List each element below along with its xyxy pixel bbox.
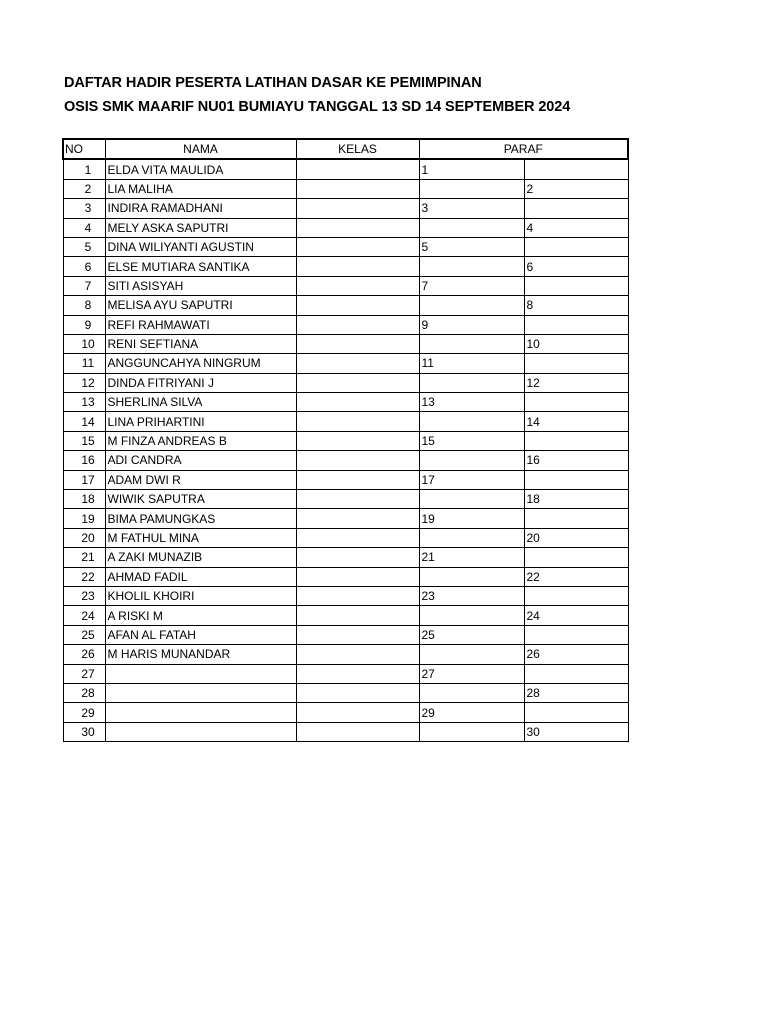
cell-kelas xyxy=(296,548,419,567)
cell-paraf-right: 14 xyxy=(524,412,628,431)
cell-paraf-right: 12 xyxy=(524,373,628,392)
table-row xyxy=(63,567,628,586)
cell-no: 22 xyxy=(63,567,105,586)
cell-nama: MELISA AYU SAPUTRI xyxy=(105,296,296,315)
table-row xyxy=(63,412,628,431)
cell-kelas xyxy=(296,528,419,547)
cell-paraf-left: 1 xyxy=(419,159,524,179)
cell-paraf-left xyxy=(419,451,524,470)
cell-nama: RENI SEFTIANA xyxy=(105,334,296,353)
table-row xyxy=(63,199,628,218)
table-row xyxy=(63,625,628,644)
cell-paraf-right xyxy=(524,470,628,489)
cell-kelas xyxy=(296,373,419,392)
cell-kelas xyxy=(296,393,419,412)
cell-no: 23 xyxy=(63,586,105,605)
cell-nama: KHOLIL KHOIRI xyxy=(105,586,296,605)
table-row xyxy=(63,431,628,450)
table-row xyxy=(63,334,628,353)
table-row xyxy=(63,393,628,412)
cell-paraf-right: 22 xyxy=(524,567,628,586)
cell-kelas xyxy=(296,354,419,373)
cell-nama xyxy=(105,703,296,722)
header-nama: NAMA xyxy=(105,139,296,159)
cell-paraf-right xyxy=(524,431,628,450)
cell-kelas xyxy=(296,334,419,353)
table-row xyxy=(63,159,628,179)
cell-no: 27 xyxy=(63,664,105,683)
table-row xyxy=(63,703,628,722)
header-no: NO xyxy=(63,139,105,159)
attendance-table xyxy=(62,138,629,742)
cell-paraf-right: 8 xyxy=(524,296,628,315)
cell-no: 2 xyxy=(63,179,105,198)
cell-kelas xyxy=(296,412,419,431)
cell-no: 24 xyxy=(63,606,105,625)
cell-kelas xyxy=(296,237,419,256)
cell-no: 16 xyxy=(63,451,105,470)
cell-paraf-right xyxy=(524,199,628,218)
cell-paraf-right: 16 xyxy=(524,451,628,470)
table-row xyxy=(63,373,628,392)
cell-paraf-left xyxy=(419,218,524,237)
header-paraf: PARAF xyxy=(419,139,628,159)
cell-paraf-left xyxy=(419,296,524,315)
cell-paraf-left xyxy=(419,257,524,276)
cell-paraf-left xyxy=(419,528,524,547)
table-row xyxy=(63,528,628,547)
cell-nama: AHMAD FADIL xyxy=(105,567,296,586)
cell-paraf-right xyxy=(524,276,628,295)
table-row xyxy=(63,276,628,295)
cell-paraf-right: 6 xyxy=(524,257,628,276)
cell-paraf-left: 27 xyxy=(419,664,524,683)
cell-paraf-right: 28 xyxy=(524,683,628,702)
cell-paraf-left xyxy=(419,722,524,741)
cell-no: 20 xyxy=(63,528,105,547)
cell-paraf-left xyxy=(419,683,524,702)
cell-paraf-left xyxy=(419,645,524,664)
cell-nama xyxy=(105,664,296,683)
cell-paraf-right xyxy=(524,625,628,644)
table-row xyxy=(63,296,628,315)
cell-kelas xyxy=(296,257,419,276)
cell-kelas xyxy=(296,315,419,334)
cell-paraf-right xyxy=(524,548,628,567)
cell-kelas xyxy=(296,276,419,295)
cell-paraf-left xyxy=(419,490,524,509)
table-row xyxy=(63,722,628,741)
cell-paraf-left: 25 xyxy=(419,625,524,644)
table-header-row xyxy=(63,139,628,159)
cell-nama: M FINZA ANDREAS B xyxy=(105,431,296,450)
cell-nama: LINA PRIHARTINI xyxy=(105,412,296,431)
table-row xyxy=(63,606,628,625)
cell-paraf-left: 19 xyxy=(419,509,524,528)
table-row xyxy=(63,683,628,702)
cell-no: 4 xyxy=(63,218,105,237)
cell-paraf-right: 10 xyxy=(524,334,628,353)
cell-nama: DINDA FITRIYANI J xyxy=(105,373,296,392)
title-line-2: OSIS SMK MAARIF NU01 BUMIAYU TANGGAL 13 SD 14 SEPTEMBER 2024 xyxy=(64,99,571,115)
cell-kelas xyxy=(296,722,419,741)
cell-kelas xyxy=(296,586,419,605)
cell-no: 30 xyxy=(63,722,105,741)
cell-no: 5 xyxy=(63,237,105,256)
cell-nama: ELDA VITA MAULIDA xyxy=(105,159,296,179)
cell-paraf-left: 17 xyxy=(419,470,524,489)
cell-no: 10 xyxy=(63,334,105,353)
cell-no: 25 xyxy=(63,625,105,644)
cell-paraf-left: 23 xyxy=(419,586,524,605)
cell-no: 8 xyxy=(63,296,105,315)
cell-kelas xyxy=(296,625,419,644)
cell-kelas xyxy=(296,218,419,237)
cell-nama: A RISKI M xyxy=(105,606,296,625)
table-row xyxy=(63,586,628,605)
table-row xyxy=(63,315,628,334)
cell-no: 1 xyxy=(63,159,105,179)
cell-paraf-left: 29 xyxy=(419,703,524,722)
cell-paraf-right xyxy=(524,315,628,334)
cell-paraf-left: 13 xyxy=(419,393,524,412)
cell-nama: ADAM DWI R xyxy=(105,470,296,489)
cell-nama: A ZAKI MUNAZIB xyxy=(105,548,296,567)
table-row xyxy=(63,664,628,683)
cell-no: 7 xyxy=(63,276,105,295)
cell-paraf-left: 21 xyxy=(419,548,524,567)
cell-no: 18 xyxy=(63,490,105,509)
cell-kelas xyxy=(296,179,419,198)
cell-nama: WIWIK SAPUTRA xyxy=(105,490,296,509)
cell-paraf-left xyxy=(419,179,524,198)
table-row xyxy=(63,218,628,237)
cell-no: 28 xyxy=(63,683,105,702)
cell-no: 12 xyxy=(63,373,105,392)
cell-kelas xyxy=(296,451,419,470)
cell-kelas xyxy=(296,645,419,664)
cell-paraf-right xyxy=(524,509,628,528)
cell-nama xyxy=(105,722,296,741)
cell-nama xyxy=(105,683,296,702)
cell-no: 9 xyxy=(63,315,105,334)
cell-paraf-right xyxy=(524,237,628,256)
cell-nama: ANGGUNCAHYA NINGRUM xyxy=(105,354,296,373)
cell-nama: DINA WILIYANTI AGUSTIN xyxy=(105,237,296,256)
cell-kelas xyxy=(296,490,419,509)
cell-kelas xyxy=(296,567,419,586)
cell-nama: ELSE MUTIARA SANTIKA xyxy=(105,257,296,276)
cell-nama: INDIRA RAMADHANI xyxy=(105,199,296,218)
table-row xyxy=(63,645,628,664)
table-row xyxy=(63,451,628,470)
cell-kelas xyxy=(296,683,419,702)
cell-paraf-right xyxy=(524,703,628,722)
cell-nama: MELY ASKA SAPUTRI xyxy=(105,218,296,237)
cell-kelas xyxy=(296,199,419,218)
cell-paraf-right: 20 xyxy=(524,528,628,547)
cell-paraf-left: 15 xyxy=(419,431,524,450)
cell-paraf-left xyxy=(419,412,524,431)
table-row xyxy=(63,237,628,256)
cell-paraf-right xyxy=(524,586,628,605)
cell-kelas xyxy=(296,431,419,450)
document-title xyxy=(64,71,570,119)
cell-paraf-left: 3 xyxy=(419,199,524,218)
cell-paraf-right: 26 xyxy=(524,645,628,664)
cell-paraf-right xyxy=(524,664,628,683)
table-row xyxy=(63,179,628,198)
cell-kelas xyxy=(296,606,419,625)
table-body xyxy=(63,159,628,741)
cell-paraf-right: 30 xyxy=(524,722,628,741)
cell-paraf-left xyxy=(419,334,524,353)
table-row xyxy=(63,257,628,276)
title-line-1: DAFTAR HADIR PESERTA LATIHAN DASAR KE PEMIMPINAN xyxy=(64,75,482,91)
cell-kelas xyxy=(296,296,419,315)
cell-paraf-left xyxy=(419,373,524,392)
cell-no: 19 xyxy=(63,509,105,528)
cell-paraf-right: 2 xyxy=(524,179,628,198)
cell-kelas xyxy=(296,509,419,528)
table-row xyxy=(63,548,628,567)
cell-paraf-right: 4 xyxy=(524,218,628,237)
cell-no: 3 xyxy=(63,199,105,218)
cell-kelas xyxy=(296,664,419,683)
cell-nama: LIA MALIHA xyxy=(105,179,296,198)
cell-nama: M HARIS MUNANDAR xyxy=(105,645,296,664)
table-row xyxy=(63,354,628,373)
cell-paraf-left: 9 xyxy=(419,315,524,334)
cell-paraf-left: 11 xyxy=(419,354,524,373)
cell-nama: BIMA PAMUNGKAS xyxy=(105,509,296,528)
header-kelas: KELAS xyxy=(296,139,419,159)
table-row xyxy=(63,509,628,528)
cell-no: 17 xyxy=(63,470,105,489)
cell-no: 21 xyxy=(63,548,105,567)
cell-nama: REFI RAHMAWATI xyxy=(105,315,296,334)
table-row xyxy=(63,490,628,509)
cell-paraf-right xyxy=(524,354,628,373)
cell-nama: SHERLINA SILVA xyxy=(105,393,296,412)
cell-paraf-left: 5 xyxy=(419,237,524,256)
cell-no: 14 xyxy=(63,412,105,431)
cell-nama: ADI CANDRA xyxy=(105,451,296,470)
cell-no: 29 xyxy=(63,703,105,722)
cell-paraf-right: 18 xyxy=(524,490,628,509)
cell-paraf-left xyxy=(419,567,524,586)
cell-no: 26 xyxy=(63,645,105,664)
cell-nama: SITI ASISYAH xyxy=(105,276,296,295)
cell-paraf-left xyxy=(419,606,524,625)
cell-no: 13 xyxy=(63,393,105,412)
cell-paraf-left: 7 xyxy=(419,276,524,295)
cell-no: 15 xyxy=(63,431,105,450)
cell-no: 11 xyxy=(63,354,105,373)
cell-kelas xyxy=(296,703,419,722)
cell-no: 6 xyxy=(63,257,105,276)
cell-paraf-right xyxy=(524,159,628,179)
cell-nama: M FATHUL MINA xyxy=(105,528,296,547)
table-row xyxy=(63,470,628,489)
cell-paraf-right: 24 xyxy=(524,606,628,625)
cell-nama: AFAN AL FATAH xyxy=(105,625,296,644)
cell-paraf-right xyxy=(524,393,628,412)
cell-kelas xyxy=(296,470,419,489)
cell-kelas xyxy=(296,159,419,179)
